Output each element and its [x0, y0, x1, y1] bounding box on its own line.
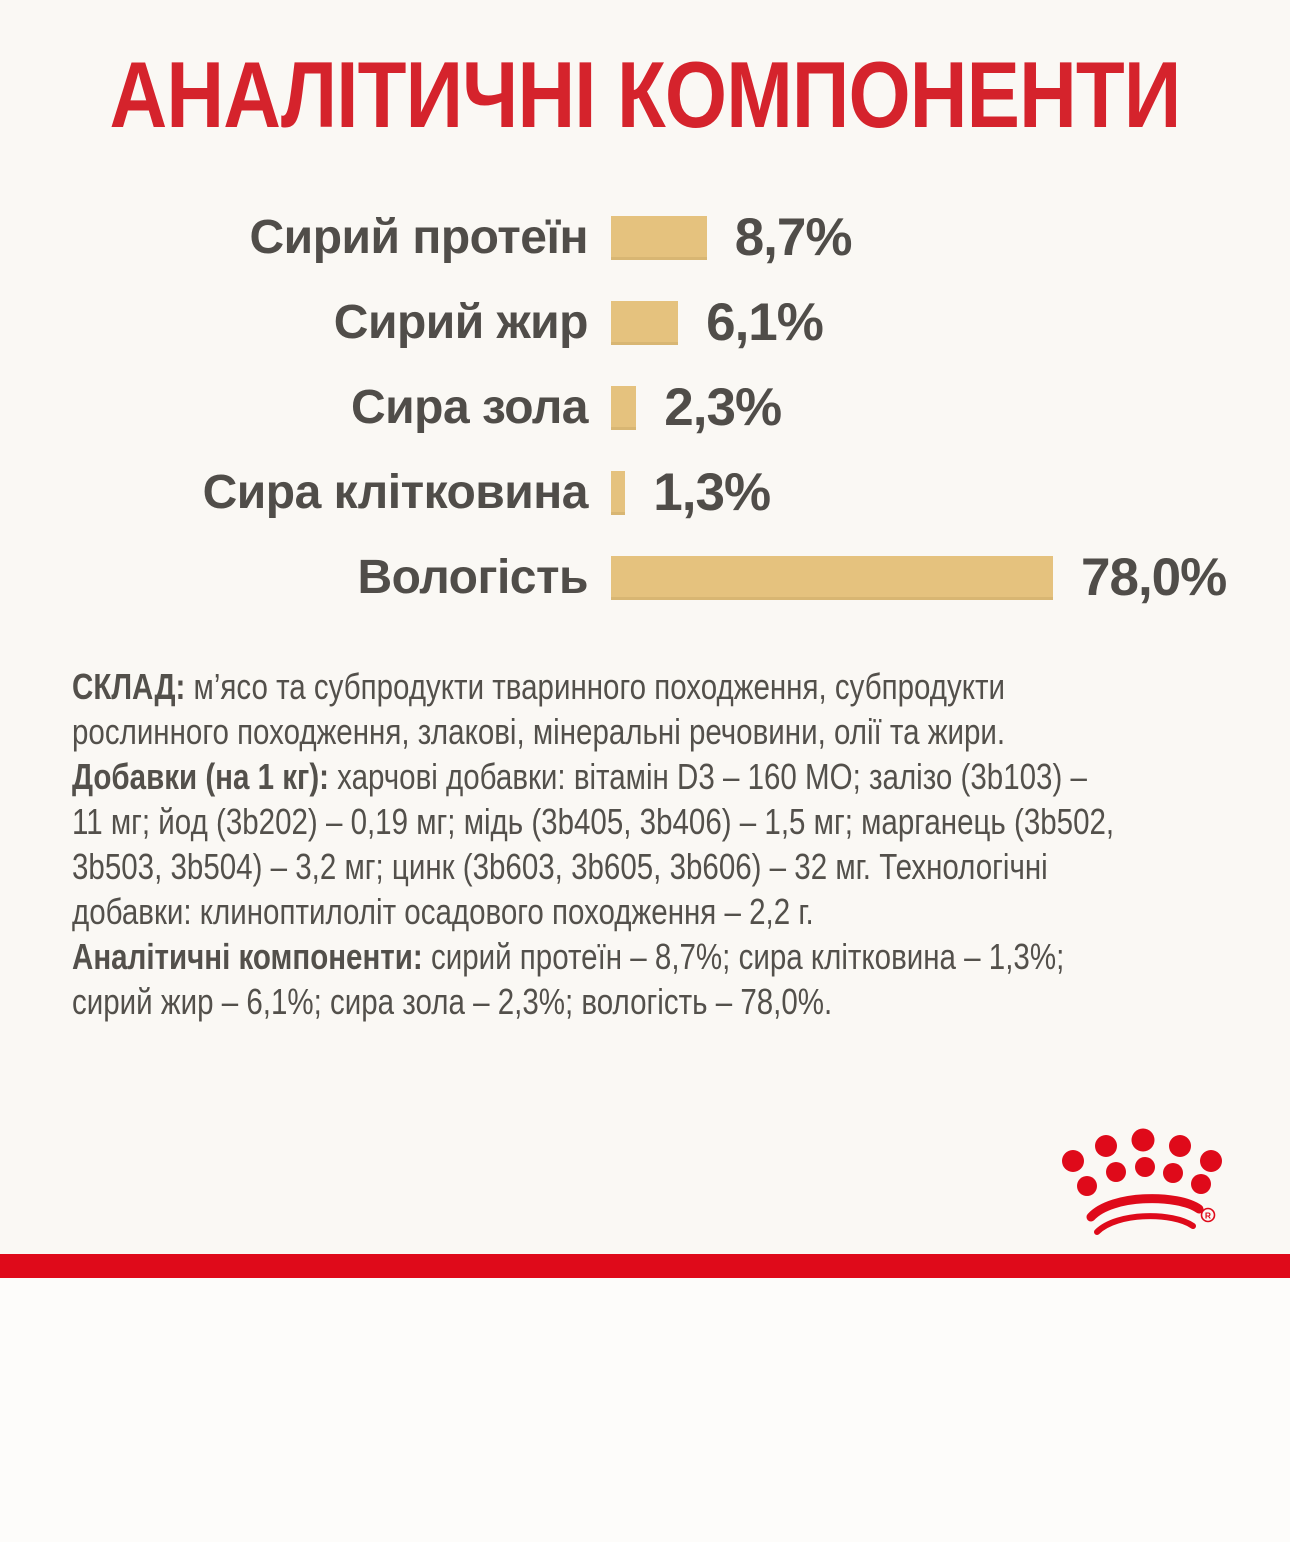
red-divider-bar	[0, 1254, 1290, 1278]
composition-line: 3b503, 3b504) – 3,2 мг; цинк (3b603, 3b605, 3b606) – 32 мг. Технологічні	[72, 846, 1048, 887]
composition-line: Аналітичні компоненти: сирий протеїн – 8,7%; сира клітковина – 1,3%;	[72, 936, 1065, 977]
bar-label: Сирий протеїн	[249, 211, 588, 264]
bar-crude-fibre	[611, 471, 625, 515]
bar-value: 6,1%	[706, 293, 823, 352]
bar-crude-fat	[611, 301, 678, 345]
analytical-components-chart	[0, 195, 1290, 620]
composition-line: СКЛАД: м’ясо та субпродукти тваринного походження, субпродукти	[72, 666, 1006, 707]
bar-crude-protein	[611, 216, 707, 260]
composition-line: Добавки (на 1 кг): харчові добавки: вітамін D3 – 160 МО; залізо (3b103) –	[72, 756, 1087, 797]
chart-row-crude-fat	[0, 280, 1290, 365]
bar-crude-ash	[611, 386, 636, 430]
composition-line: сирий жир – 6,1%; сира зола – 2,3%; вологість – 78,0%.	[72, 981, 833, 1022]
royal-canin-crown-logo	[1042, 1118, 1242, 1248]
bar-moisture	[611, 556, 1053, 600]
chart-row-crude-fibre	[0, 450, 1290, 535]
bar-label: Сира клітковина	[202, 466, 588, 519]
composition-line: добавки: клиноптилоліт осадового походження – 2,2 г.	[72, 891, 814, 932]
bar-value: 1,3%	[653, 463, 771, 522]
bar-label: Сира зола	[351, 381, 588, 434]
composition-line: рослинного походження, злакові, мінеральні речовини, олії та жири.	[72, 711, 1006, 752]
registered-trademark-icon	[1202, 1209, 1215, 1222]
page-title: АНАЛІТИЧНІ КОМПОНЕНТИ	[109, 42, 1181, 147]
bar-value: 78,0%	[1081, 548, 1227, 607]
composition-text	[72, 664, 1220, 1024]
footer-blank-space	[0, 1278, 1290, 1542]
chart-row-moisture	[0, 535, 1290, 620]
bar-label: Вологість	[357, 551, 588, 604]
bar-value: 8,7%	[734, 208, 852, 267]
chart-row-crude-ash	[0, 365, 1290, 450]
svg-text:R: R	[1204, 1210, 1212, 1221]
bar-value: 2,3%	[664, 378, 782, 437]
chart-row-crude-protein	[0, 195, 1290, 280]
composition-line: 11 мг; йод (3b202) – 0,19 мг; мідь (3b405, 3b406) – 1,5 мг; марганець (3b502,	[72, 801, 1115, 842]
bar-label: Сирий жир	[333, 296, 588, 349]
